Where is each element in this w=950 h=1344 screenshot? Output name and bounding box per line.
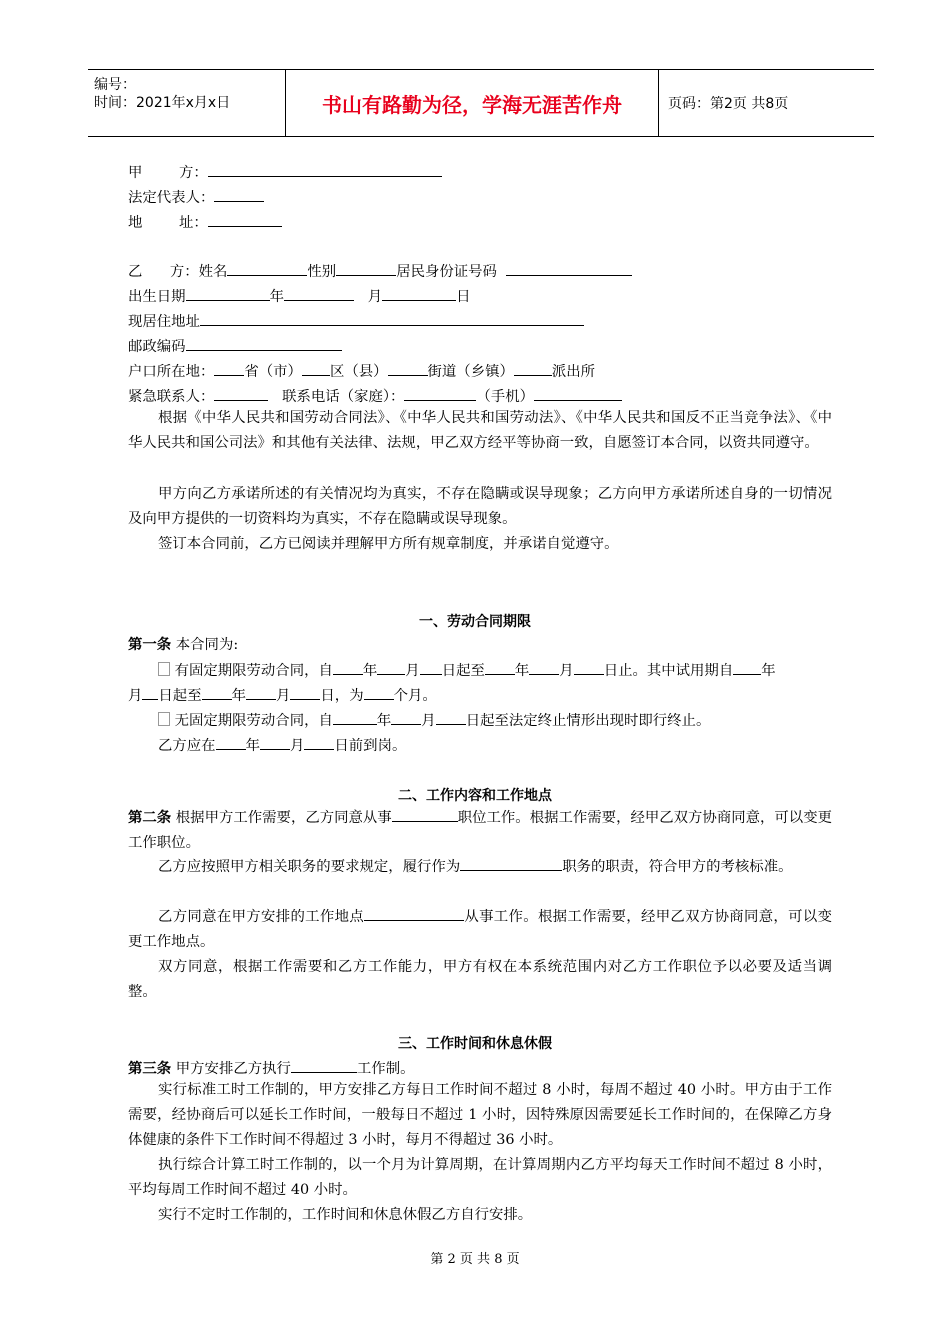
hukou-label: 户口所在地： xyxy=(128,364,215,380)
section-1-title: 一、劳动合同期限 xyxy=(419,614,531,630)
text: 月 xyxy=(128,688,143,704)
blank xyxy=(388,361,428,376)
province-label: 省（市） xyxy=(244,364,302,380)
position-blank xyxy=(392,807,458,822)
blank xyxy=(514,361,552,376)
report-date-row xyxy=(158,735,406,756)
blank xyxy=(333,660,363,675)
blank xyxy=(260,735,290,750)
party-a-rep-blank xyxy=(214,187,264,202)
article-2-paragraph-2 xyxy=(128,855,832,880)
preamble-paragraph-3: 签订本合同前，乙方已阅读并理解甲方所有规章制度，并承诺自觉遵守。 xyxy=(158,536,619,552)
blank xyxy=(391,710,421,725)
residence-row xyxy=(128,311,584,332)
text: 乙方应按照甲方相关职务的要求规定，履行作为 xyxy=(158,859,461,875)
text: 有固定期限劳动合同，自 xyxy=(170,663,333,679)
birth-date-row xyxy=(128,286,471,307)
blank xyxy=(733,660,761,675)
blank xyxy=(200,311,584,326)
text: 年 xyxy=(362,663,378,679)
blank xyxy=(214,361,244,376)
party-a-address-label: 地 址： xyxy=(128,215,208,231)
party-a-rep-label: 法定代表人： xyxy=(128,190,215,206)
district-label: 区（县） xyxy=(329,364,388,380)
text: 月 xyxy=(276,688,291,704)
location-blank xyxy=(364,906,464,921)
article-2-label: 第二条 xyxy=(128,809,172,826)
article-1-label: 第一条 xyxy=(128,636,172,653)
duty-blank xyxy=(460,856,562,871)
article-2-paragraph-3 xyxy=(128,905,832,955)
text: 月 xyxy=(421,713,436,729)
postcode-label: 邮政编码 xyxy=(128,339,186,355)
text: 乙方同意在甲方安排的工作地点 xyxy=(158,909,365,925)
blank xyxy=(246,685,276,700)
party-b-name-row xyxy=(128,261,632,282)
party-a-name-label: 甲 方： xyxy=(128,165,208,181)
birth-label: 出生日期 xyxy=(128,289,186,305)
party-a-rep-row xyxy=(128,187,264,208)
header-page-label: 页码：第2页 共8页 xyxy=(668,96,789,112)
text: 月 xyxy=(289,738,305,754)
hukou-row xyxy=(128,361,595,382)
section-2-title: 二、工作内容和工作地点 xyxy=(398,788,552,804)
text: 年 xyxy=(761,663,776,679)
blank xyxy=(186,336,342,351)
blank xyxy=(574,660,604,675)
date-label: 时间：2021年x月x日 xyxy=(94,95,231,111)
home-phone-label: 联系电话（家庭）： xyxy=(282,389,405,405)
article-2-paragraph-4: 双方同意，根据工作需要和乙方工作能力，甲方有权在本系统范围内对乙方工作职位予以必要及适当调整。 xyxy=(128,959,832,1000)
mobile-label: （手机） xyxy=(476,389,534,405)
text: 从事工作。根据工作需要，经甲乙双方协商同意，可以变更工作地点。 xyxy=(128,909,832,950)
text: 月 xyxy=(559,663,574,679)
header-motto: 书山有路勤为径，学海无涯苦作舟 xyxy=(285,70,659,136)
party-a-name-row xyxy=(128,162,442,183)
day-label: 日 xyxy=(456,289,471,305)
checkbox-icon[interactable] xyxy=(158,662,170,676)
article-1 xyxy=(128,635,238,655)
blank xyxy=(336,261,396,276)
text: 日，为 xyxy=(320,688,364,704)
text: 年 xyxy=(514,663,530,679)
open-term-option xyxy=(158,710,710,731)
text: 职位工作。根据工作需要，经甲乙双方协商同意，可以变更工作职位。 xyxy=(128,810,832,851)
article-3-paragraph-2: 实行标准工时工作制的，甲方安排乙方每日工作时间不超过 8 小时，每周不超过 40 小时。甲方由于工作需要，经协商后可以延长工作时间，一般每日不超过 1 小时，因特殊原因需要延长工作时间的，在保障乙方身体健康的条件下工作时间不得超过 3 小时，每月不得超过 36 小时。 xyxy=(128,1082,832,1148)
blank xyxy=(142,685,158,700)
header-info-cell xyxy=(88,70,284,136)
blank xyxy=(436,710,466,725)
fixed-term-option xyxy=(158,660,776,681)
article-3-paragraph-3: 执行综合计算工时工作制的，以一个月为计算周期，在计算周期内乙方平均每天工作时间不超过 8 小时，平均每周工作时间不超过 40 小时。 xyxy=(128,1157,832,1198)
blank xyxy=(382,286,456,301)
blank xyxy=(364,685,394,700)
text: 日起至法定终止情形出现时即行终止。 xyxy=(465,713,711,729)
blank xyxy=(485,660,515,675)
gender-label: 性别 xyxy=(307,264,337,280)
work-system-blank xyxy=(291,1058,357,1073)
blank xyxy=(404,386,476,401)
page-footer: 第 2 页 共 8 页 xyxy=(430,1252,520,1267)
section-3-title: 三、工作时间和休息休假 xyxy=(398,1036,552,1052)
text: 年 xyxy=(376,713,392,729)
emergency-contact-label: 紧急联系人： xyxy=(128,389,215,405)
blank xyxy=(377,660,405,675)
article-3-paragraph-1 xyxy=(128,1058,414,1079)
party-b-name-label: 乙 方：姓名 xyxy=(128,264,228,280)
blank xyxy=(333,710,377,725)
blank xyxy=(186,286,270,301)
article-2-paragraph-1 xyxy=(128,805,832,856)
year-label: 年 xyxy=(269,289,284,305)
preamble-paragraph-2: 甲方向乙方承诺所述的有关情况均为真实，不存在隐瞒或误导现象；乙方向甲方承诺所述自身的一切情况及向甲方提供的一切资料均为真实，不存在隐瞒或误导现象。 xyxy=(128,486,832,527)
residence-label: 现居住地址 xyxy=(128,314,200,330)
blank xyxy=(420,660,442,675)
page-header xyxy=(88,69,874,137)
text: 日前到岗。 xyxy=(334,738,407,754)
number-label: 编号： xyxy=(94,77,136,93)
text: 甲方安排乙方执行 xyxy=(175,1061,291,1077)
text: 日起至 xyxy=(158,688,202,704)
text: 年 xyxy=(231,688,246,704)
text: 乙方应在 xyxy=(158,738,216,754)
text: 月 xyxy=(405,663,420,679)
party-a-name-blank xyxy=(208,162,442,177)
blank xyxy=(202,685,232,700)
blank xyxy=(290,685,320,700)
street-label: 街道（乡镇） xyxy=(427,364,514,380)
blank xyxy=(216,735,246,750)
article-3-label: 第三条 xyxy=(128,1060,172,1077)
preamble-paragraph-1: 根据《中华人民共和国劳动合同法》、《中华人民共和国劳动法》、《中华人民共和国反不正当竞争法》、《中华人民共和国公司法》和其他有关法律、法规，甲乙双方经平等协商一致，自愿签订本合同，以资共同遵守。 xyxy=(128,410,832,451)
blank xyxy=(534,386,622,401)
text: 职务的职责，符合甲方的考核标准。 xyxy=(562,859,793,875)
probation-row xyxy=(128,685,437,706)
blank xyxy=(529,660,559,675)
emergency-contact-row xyxy=(128,386,622,407)
party-a-address-row xyxy=(128,212,282,233)
text: 工作制。 xyxy=(356,1061,415,1077)
article-3-paragraph-4: 实行不定时工作制的，工作时间和休息休假乙方自行安排。 xyxy=(158,1207,533,1223)
text: 根据甲方工作需要，乙方同意从事 xyxy=(175,810,392,826)
blank xyxy=(214,386,268,401)
month-label: 月 xyxy=(367,289,383,305)
checkbox-icon[interactable] xyxy=(158,712,170,726)
text: 个月。 xyxy=(393,688,437,704)
text: 年 xyxy=(245,738,260,754)
text: 日起至 xyxy=(441,663,485,679)
blank xyxy=(284,286,354,301)
postcode-row xyxy=(128,336,342,357)
blank xyxy=(302,361,330,376)
party-a-address-blank xyxy=(208,212,282,227)
blank xyxy=(304,735,334,750)
text: 日止。其中试用期自 xyxy=(603,663,734,679)
text: 无固定期限劳动合同，自 xyxy=(170,713,333,729)
blank xyxy=(506,261,632,276)
id-number-label: 居民身份证号码 xyxy=(396,264,497,280)
article-1-text: 本合同为: xyxy=(175,637,239,653)
blank xyxy=(227,261,307,276)
police-station-label: 派出所 xyxy=(551,364,596,380)
